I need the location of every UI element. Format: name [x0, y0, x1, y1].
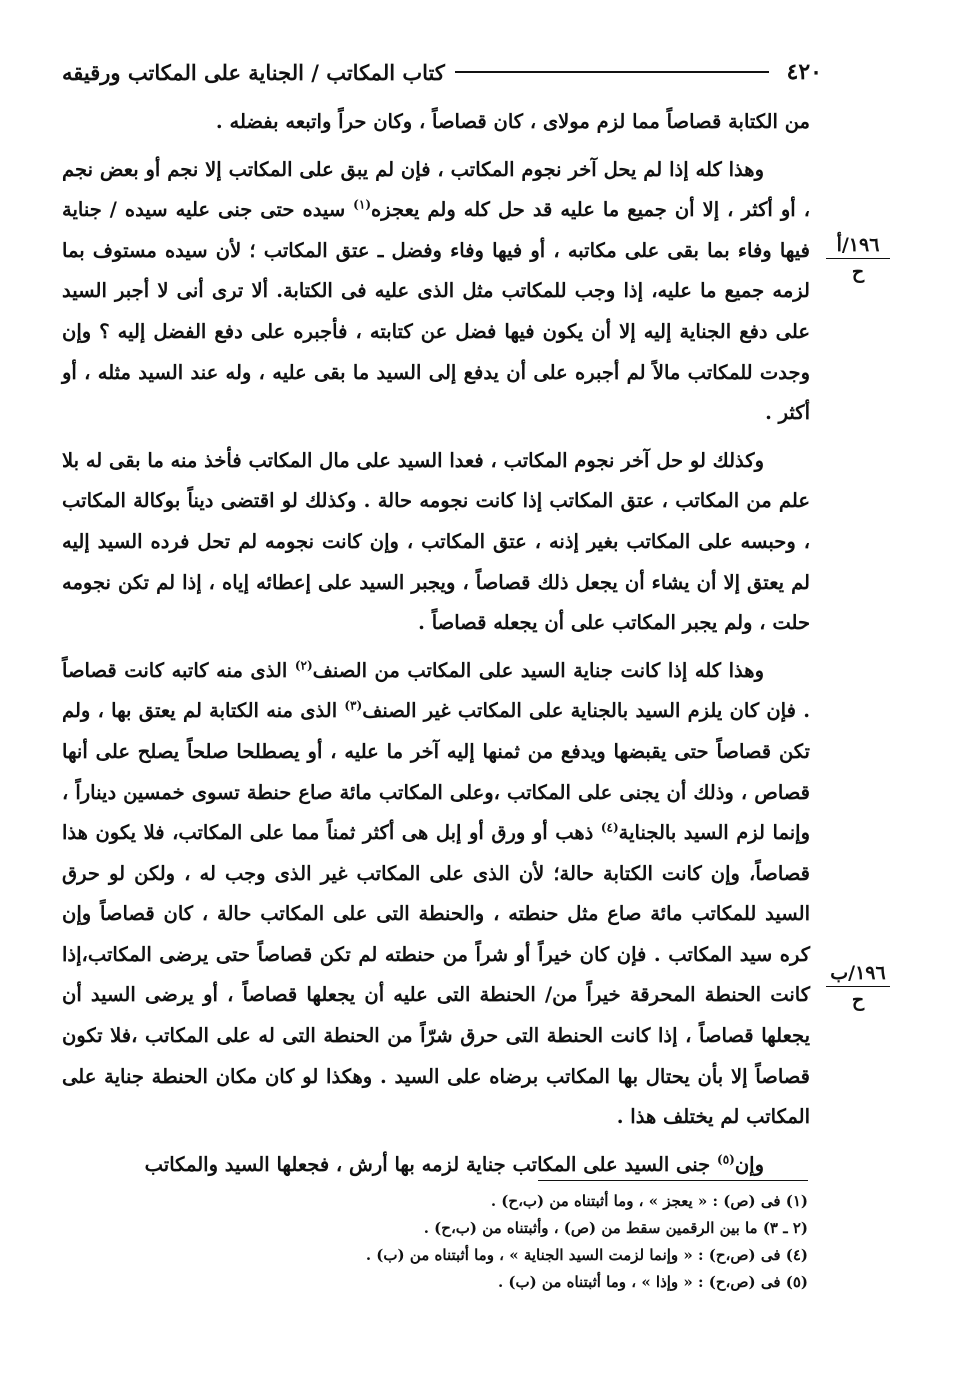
paragraph-2: [62, 150, 810, 434]
running-title: كتاب المكاتب / الجناية على المكاتب ورقيقه: [62, 59, 445, 85]
footnotes: [300, 1188, 808, 1296]
margin-folio-note-2: [826, 962, 890, 1013]
paragraph-4-part-a: الذى منه كاتبه كانت قصاصاً . فإن كان يلزم السيد بالجناية على المكاتب غير الصنف: [62, 658, 810, 723]
manuscript-siglum: ح: [851, 261, 865, 283]
footnote-separator: [538, 1180, 808, 1181]
folio-number: ١٩٦/ب: [826, 962, 890, 987]
header-rule: [455, 71, 769, 73]
paragraph-4-part-c: ذهب أو ورق أو إبل هى أكثر ثمناً مما على المكاتب، فلا يكون هذا قصاصاً، وإن كانت الكتابة حالة؛ لأن الذى على المكاتب غير الذى وجب له ، ولكن لو حرق السيد للمكاتب مائة صاع مثل حنطته ، والحنطة التى على المكاتب حالة ، كان قصاصاً وإن كره سيد المكاتب . فإن كان خيراً أو شراً من حنطته لم تكن قصاصاً حتى يرضى المكاتب،إذا كانت الحنطة المحرقة خيراً من/ الحنطة التى عليه أن يجعلها قصاصاً ، أو يرضى السيد أن يجعلها قصاصاً ، إذا كانت الحنطة التى حرق شرّاً من الحنطة التى له على المكاتب ،فلا تكون قصاصاً إلا بأن يحتال بها المكاتب برضاه على السيد . وهكذا لو كان مكان الحنطة جناية على المكاتب لم يختلف هذا .: [62, 821, 810, 1129]
footnote-ref-4: (٤): [600, 820, 619, 835]
margin-folio-note-1: [826, 234, 890, 285]
paragraph-4-start: وهذا كله إذا كانت جناية السيد على المكاتب من الصنف: [312, 658, 764, 682]
paragraph-4: [62, 651, 810, 1138]
paragraph-2-rest: سيده حتى جنى عليه سيده / جناية فيها وفاء بما بقى على مكاتبه ، أو فيها وفاء وفضل ـ عتق المكاتب ؛ لأن سيده مستوف بما لزمه جميع ما عليه، إذا وجب للمكاتب مثل الذى عليه فى الكتابة. ألا ترى أنى لا أجبر السيد على دفع الجناية إليه إلا أن يكون فيها فضل عن كتابته ، فأجبره على دفع الفضل إليه ؟ وإن وجدت للمكاتب مالاً لم أجبره على أن يدفع إلى السيد ما بقى عليه ، وله عند السيد مثله ، أو أكثر .: [62, 198, 810, 425]
paragraph-5-start: وإن: [734, 1152, 764, 1176]
footnote-4: (٤) فى (ص،ح) : « وإنما لزمت السيد الجناية » ، وما أثبتناه من (ب) .: [365, 1246, 808, 1264]
paragraph-3: وكذلك لو حل آخر نجوم المكاتب ، فعدا السيد على مال المكاتب فأخذ منه ما بقى له بلا علم من المكاتب ، عتق المكاتب إذا كانت نجومه حالة . وكذلك لو اقتضى ديناً بوكالة المكاتب ، وحبسه على المكاتب بغير إذنه ، عتق المكاتب ، وإن كانت نجومه لم تحل فرده السيد إليه لم يعتق إلا أن يشاء أن يجعل ذلك قصاصاً ، ويجبر السيد على إعطائه إياه ، إذا لم تكن نجومه حلت ، ولم يجبر المكاتب على أن يجعله قصاصاً .: [62, 448, 810, 635]
footnote-ref-5: (٥): [717, 1152, 735, 1167]
paragraph-4-part-b: الذى منه الكتابة لم يعتق بها ، ولم تكن قصاصاً حتى يقبضها ويدفع من ثمنها إليه آخر ما عليه ، أو يصطلحا صلحاً يصلح على أنها قصاص ، وذلك أن يجنى على المكاتب ،وعلى المكاتب مائة صاع حنطة تسوى خمسين ديناراً ، وإنما لزم السيد بالجناية: [62, 699, 810, 845]
manuscript-siglum: ح: [851, 989, 865, 1011]
footnote-ref-2: (٢): [294, 658, 313, 673]
footnote-ref-1: (١): [353, 197, 371, 212]
page-header: [62, 54, 822, 90]
paragraph-5-rest: جنى السيد على المكاتب جناية لزمه بها أرش ، فجعلها السيد والمكاتب: [144, 1152, 718, 1176]
folio-number: ١٩٦/أ: [826, 234, 890, 259]
paragraph-1: من الكتابة قصاصاً مما لزم مولاى ، كان قصاصاً ، وكان حراً واتبعه بفضله .: [215, 110, 810, 133]
footnote-1: (١) فى (ص) : « يعجز » ، وما أثبتناه من (ب،ح) .: [490, 1192, 808, 1210]
page-number: ٤٢٠: [786, 59, 822, 85]
paragraph-2-start: وهذا كله إذا لم يحل آخر نجوم المكاتب ، فإن لم يبق على المكاتب إلا نجم أو بعض نجم ، أو أكثر ، إلا أن جميع ما عليه قد حل كله ولم يعجزه: [62, 157, 810, 222]
footnote-5: (٥) فى (ص،ح) : « وإذا » ، وما أثبتناه من (ب) .: [497, 1273, 808, 1291]
main-text: [62, 102, 810, 1185]
footnote-ref-3: (٣): [344, 698, 363, 713]
footnote-2-3: (٢ ـ ٣) ما بين الرقمين سقط من (ص) ، وأثبتناه من (ب،ح) .: [423, 1219, 808, 1237]
